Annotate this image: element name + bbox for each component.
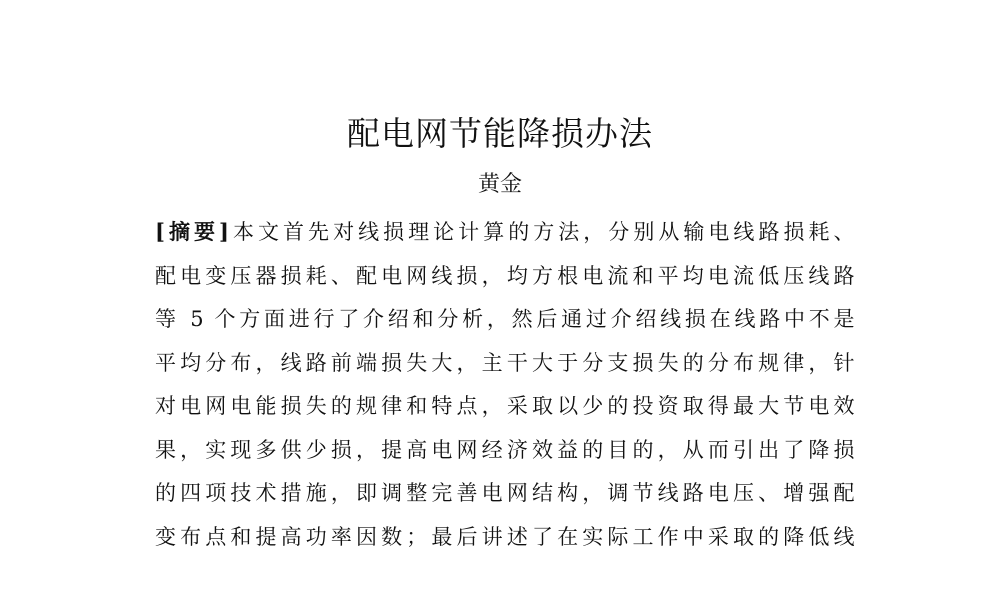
abstract-line: 的四项技术措施，即调整完善电网结构，调节线路电压、增强配 bbox=[155, 481, 855, 505]
abstract-line: 配电变压器损耗、配电网线损，均方根电流和平均电流低压线路 bbox=[155, 263, 855, 288]
abstract-line bbox=[155, 212, 855, 256]
abstract-label: [摘要] bbox=[155, 219, 230, 244]
abstract-line: 果，实现多供少损，提高电网经济效益的目的，从而引出了降损 bbox=[155, 437, 855, 462]
abstract-line: 变布点和提高功率因数；最后讲述了在实际工作中采取的降低线 bbox=[155, 524, 855, 549]
abstract-line-text: 本文首先对线损理论计算的方法，分别从输电线路损耗、 bbox=[229, 220, 856, 244]
document-title: 配电网节能降损办法 bbox=[347, 114, 653, 153]
abstract-line: 等 5 个方面进行了介绍和分析，然后通过介绍线损在线路中不是 bbox=[155, 307, 855, 331]
document-author: 黄金 bbox=[477, 172, 522, 197]
abstract-line: 对电网电能损失的规律和特点，采取以少的投资取得最大节电效 bbox=[155, 394, 855, 418]
abstract-line: 平均分布，线路前端损失大，主干大于分支损失的分布规律，针 bbox=[155, 350, 855, 375]
abstract-section bbox=[155, 212, 855, 560]
